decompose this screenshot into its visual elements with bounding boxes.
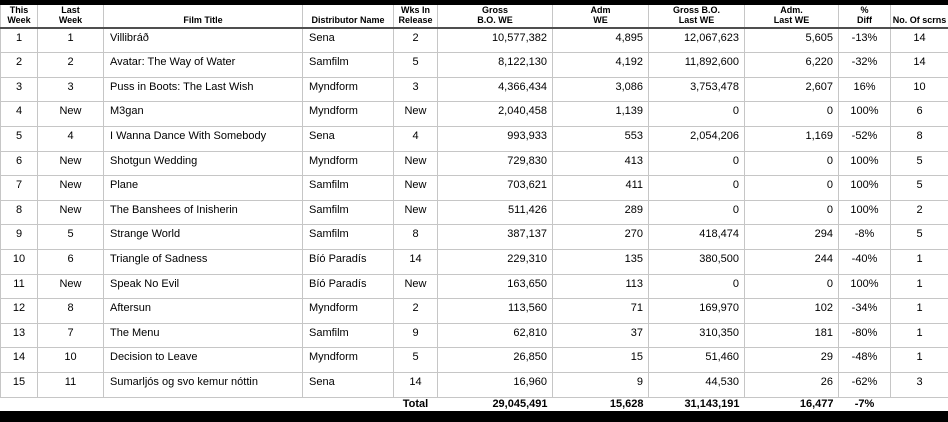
table-body: [1, 28, 948, 397]
cell-last-week: 10: [38, 348, 104, 373]
cell-adm-we: 3,086: [553, 77, 649, 102]
total-adm-last-we: 16,477: [799, 397, 834, 410]
cell-last-week: 4: [38, 127, 104, 152]
cell-last-week: New: [38, 200, 104, 225]
header-label-line: Week: [58, 15, 83, 26]
table-row: [1, 77, 948, 102]
header-row: [1, 5, 948, 28]
cell-adm-last-we: 0: [745, 102, 839, 127]
table-row: [1, 323, 948, 348]
cell-pct-diff: -32%: [839, 53, 891, 78]
cell-gross-bo-last-we: 51,460: [649, 348, 745, 373]
cell-distributor-name: Sena: [303, 28, 394, 53]
total-wks-in-release: Total: [402, 397, 429, 410]
cell-pct-diff: 100%: [839, 200, 891, 225]
cell-this-week: 13: [1, 323, 38, 348]
total-gross-bo-last-we: 31,143,191: [684, 397, 740, 410]
cell-this-week: 6: [1, 151, 38, 176]
cell-film-title: Triangle of Sadness: [104, 250, 303, 275]
cell-distributor-name: Bíó Paradís: [303, 250, 394, 275]
table-row: [1, 274, 948, 299]
header-label-line: B.O. WE: [477, 15, 513, 26]
cell-last-week: New: [38, 176, 104, 201]
col-header-adm-last-we: [745, 5, 839, 28]
cell-this-week: 8: [1, 200, 38, 225]
cell-no-of-scrns: 2: [891, 200, 948, 225]
cell-wks-in-release: 2: [394, 299, 438, 324]
total-last-week: [38, 397, 104, 411]
cell-distributor-name: Myndform: [303, 151, 394, 176]
col-header-film-title: [104, 5, 303, 28]
cell-adm-last-we: 244: [745, 250, 839, 275]
header-label-line: WE: [593, 15, 608, 26]
cell-adm-last-we: 0: [745, 274, 839, 299]
cell-film-title: Strange World: [104, 225, 303, 250]
cell-last-week: 7: [38, 323, 104, 348]
total-this-week: [1, 397, 38, 411]
cell-wks-in-release: 3: [394, 77, 438, 102]
cell-adm-last-we: 0: [745, 200, 839, 225]
cell-distributor-name: Bíó Paradís: [303, 274, 394, 299]
header-label-line: Release: [398, 15, 433, 26]
cell-last-week: 3: [38, 77, 104, 102]
header-label-line: Last WE: [678, 15, 715, 26]
cell-distributor-name: Samfilm: [303, 176, 394, 201]
col-header-no-of-scrns: [891, 5, 948, 28]
cell-pct-diff: -62%: [839, 372, 891, 397]
cell-gross-bo-we: 4,366,434: [438, 77, 553, 102]
cell-adm-we: 37: [553, 323, 649, 348]
cell-gross-bo-we: 62,810: [438, 323, 553, 348]
cell-pct-diff: -80%: [839, 323, 891, 348]
cell-pct-diff: -48%: [839, 348, 891, 373]
cell-adm-we: 1,139: [553, 102, 649, 127]
cell-adm-last-we: 26: [745, 372, 839, 397]
header-label-line: %: [860, 5, 869, 15]
cell-pct-diff: 100%: [839, 176, 891, 201]
cell-film-title: I Wanna Dance With Somebody: [104, 127, 303, 152]
cell-gross-bo-we: 8,122,130: [438, 53, 553, 78]
table-footer: [1, 397, 948, 411]
cell-adm-we: 411: [553, 176, 649, 201]
cell-gross-bo-last-we: 2,054,206: [649, 127, 745, 152]
cell-distributor-name: Samfilm: [303, 225, 394, 250]
cell-distributor-name: Samfilm: [303, 53, 394, 78]
cell-no-of-scrns: 1: [891, 348, 948, 373]
cell-wks-in-release: New: [394, 274, 438, 299]
cell-distributor-name: Myndform: [303, 348, 394, 373]
header-label-line: Distributor Name: [311, 15, 385, 26]
cell-no-of-scrns: 14: [891, 53, 948, 78]
cell-gross-bo-we: 2,040,458: [438, 102, 553, 127]
cell-distributor-name: Myndform: [303, 299, 394, 324]
cell-gross-bo-we: 387,137: [438, 225, 553, 250]
cell-distributor-name: Sena: [303, 127, 394, 152]
cell-wks-in-release: 14: [394, 250, 438, 275]
cell-last-week: 2: [38, 53, 104, 78]
cell-gross-bo-last-we: 169,970: [649, 299, 745, 324]
cell-gross-bo-we: 16,960: [438, 372, 553, 397]
cell-distributor-name: Myndform: [303, 102, 394, 127]
table-row: [1, 200, 948, 225]
cell-film-title: Plane: [104, 176, 303, 201]
cell-pct-diff: 100%: [839, 102, 891, 127]
cell-film-title: Aftersun: [104, 299, 303, 324]
cell-wks-in-release: 14: [394, 372, 438, 397]
header-label-line: No. Of scrns: [892, 15, 947, 26]
cell-this-week: 4: [1, 102, 38, 127]
table-row: [1, 250, 948, 275]
cell-this-week: 10: [1, 250, 38, 275]
cell-pct-diff: -40%: [839, 250, 891, 275]
cell-film-title: Avatar: The Way of Water: [104, 53, 303, 78]
cell-gross-bo-last-we: 0: [649, 200, 745, 225]
cell-gross-bo-last-we: 0: [649, 151, 745, 176]
cell-adm-we: 113: [553, 274, 649, 299]
cell-no-of-scrns: 1: [891, 250, 948, 275]
cell-adm-last-we: 102: [745, 299, 839, 324]
cell-adm-last-we: 0: [745, 176, 839, 201]
cell-adm-last-we: 294: [745, 225, 839, 250]
cell-wks-in-release: 4: [394, 127, 438, 152]
cell-gross-bo-we: 26,850: [438, 348, 553, 373]
cell-adm-last-we: 6,220: [745, 53, 839, 78]
cell-no-of-scrns: 5: [891, 176, 948, 201]
cell-no-of-scrns: 8: [891, 127, 948, 152]
cell-gross-bo-last-we: 3,753,478: [649, 77, 745, 102]
cell-no-of-scrns: 1: [891, 323, 948, 348]
cell-adm-last-we: 2,607: [745, 77, 839, 102]
cell-film-title: Decision to Leave: [104, 348, 303, 373]
cell-last-week: New: [38, 274, 104, 299]
table-row: [1, 53, 948, 78]
cell-gross-bo-last-we: 12,067,623: [649, 28, 745, 53]
cell-adm-we: 289: [553, 200, 649, 225]
cell-distributor-name: Samfilm: [303, 323, 394, 348]
col-header-wks-in-release: [394, 5, 438, 28]
col-header-distributor-name: [303, 5, 394, 28]
cell-this-week: 14: [1, 348, 38, 373]
col-header-gross-bo-last-we: [649, 5, 745, 28]
header-label-line: Gross B.O.: [672, 5, 720, 15]
cell-gross-bo-last-we: 418,474: [649, 225, 745, 250]
cell-no-of-scrns: 5: [891, 151, 948, 176]
cell-wks-in-release: 8: [394, 225, 438, 250]
cell-gross-bo-we: 10,577,382: [438, 28, 553, 53]
cell-wks-in-release: 9: [394, 323, 438, 348]
cell-adm-last-we: 0: [745, 151, 839, 176]
cell-no-of-scrns: 1: [891, 274, 948, 299]
cell-pct-diff: -34%: [839, 299, 891, 324]
cell-gross-bo-we: 511,426: [438, 200, 553, 225]
cell-adm-we: 4,192: [553, 53, 649, 78]
cell-this-week: 9: [1, 225, 38, 250]
cell-adm-we: 15: [553, 348, 649, 373]
cell-this-week: 3: [1, 77, 38, 102]
cell-last-week: 1: [38, 28, 104, 53]
col-header-gross-bo-we: [438, 5, 553, 28]
cell-last-week: 11: [38, 372, 104, 397]
bottom-divider-bar: [0, 411, 948, 422]
header-label-line: Film Title: [183, 15, 223, 26]
cell-wks-in-release: New: [394, 176, 438, 201]
cell-pct-diff: -13%: [839, 28, 891, 53]
cell-no-of-scrns: 1: [891, 299, 948, 324]
cell-no-of-scrns: 10: [891, 77, 948, 102]
table-header: [1, 5, 948, 28]
cell-this-week: 15: [1, 372, 38, 397]
cell-gross-bo-we: 229,310: [438, 250, 553, 275]
total-gross-bo-we: 29,045,491: [492, 397, 548, 410]
cell-no-of-scrns: 6: [891, 102, 948, 127]
cell-distributor-name: Samfilm: [303, 200, 394, 225]
table-row: [1, 225, 948, 250]
cell-last-week: 5: [38, 225, 104, 250]
cell-pct-diff: -8%: [839, 225, 891, 250]
box-office-table: [0, 5, 948, 411]
cell-gross-bo-last-we: 11,892,600: [649, 53, 745, 78]
total-pct-diff: -7%: [854, 397, 875, 410]
cell-last-week: New: [38, 151, 104, 176]
table-row: [1, 176, 948, 201]
header-label-line: This: [9, 5, 29, 15]
cell-gross-bo-we: 113,560: [438, 299, 553, 324]
cell-wks-in-release: 5: [394, 348, 438, 373]
header-label-line: Last WE: [773, 15, 810, 26]
col-header-last-week: [38, 5, 104, 28]
cell-film-title: The Menu: [104, 323, 303, 348]
cell-film-title: Shotgun Wedding: [104, 151, 303, 176]
total-row: [1, 397, 948, 411]
col-header-this-week: [1, 5, 38, 28]
cell-adm-last-we: 1,169: [745, 127, 839, 152]
cell-last-week: 6: [38, 250, 104, 275]
cell-film-title: Villibráð: [104, 28, 303, 53]
table-row: [1, 299, 948, 324]
cell-this-week: 5: [1, 127, 38, 152]
cell-no-of-scrns: 3: [891, 372, 948, 397]
total-adm-we: 15,628: [609, 397, 644, 410]
cell-adm-last-we: 181: [745, 323, 839, 348]
cell-gross-bo-we: 729,830: [438, 151, 553, 176]
col-header-pct-diff: [839, 5, 891, 28]
cell-adm-we: 413: [553, 151, 649, 176]
table-row: [1, 127, 948, 152]
total-film-title: [104, 397, 303, 411]
cell-wks-in-release: New: [394, 200, 438, 225]
col-header-adm-we: [553, 5, 649, 28]
cell-this-week: 2: [1, 53, 38, 78]
cell-gross-bo-last-we: 380,500: [649, 250, 745, 275]
cell-adm-we: 135: [553, 250, 649, 275]
cell-pct-diff: 16%: [839, 77, 891, 102]
cell-adm-we: 9: [553, 372, 649, 397]
cell-this-week: 1: [1, 28, 38, 53]
cell-adm-we: 4,895: [553, 28, 649, 53]
table-row: [1, 348, 948, 373]
cell-film-title: Puss in Boots: The Last Wish: [104, 77, 303, 102]
header-label-line: Diff: [857, 15, 872, 26]
cell-wks-in-release: 5: [394, 53, 438, 78]
cell-adm-we: 71: [553, 299, 649, 324]
total-distributor-name: [303, 397, 394, 411]
cell-gross-bo-last-we: 0: [649, 176, 745, 201]
header-label-line: Week: [7, 15, 31, 26]
cell-distributor-name: Myndform: [303, 77, 394, 102]
cell-film-title: M3gan: [104, 102, 303, 127]
cell-distributor-name: Sena: [303, 372, 394, 397]
cell-adm-last-we: 5,605: [745, 28, 839, 53]
cell-gross-bo-we: 163,650: [438, 274, 553, 299]
cell-this-week: 7: [1, 176, 38, 201]
cell-gross-bo-we: 703,621: [438, 176, 553, 201]
cell-gross-bo-last-we: 310,350: [649, 323, 745, 348]
cell-adm-we: 553: [553, 127, 649, 152]
cell-no-of-scrns: 5: [891, 225, 948, 250]
cell-wks-in-release: 2: [394, 28, 438, 53]
cell-pct-diff: 100%: [839, 274, 891, 299]
cell-wks-in-release: New: [394, 151, 438, 176]
table-row: [1, 102, 948, 127]
cell-last-week: 8: [38, 299, 104, 324]
cell-wks-in-release: New: [394, 102, 438, 127]
cell-gross-bo-last-we: 0: [649, 274, 745, 299]
cell-no-of-scrns: 14: [891, 28, 948, 53]
cell-adm-we: 270: [553, 225, 649, 250]
cell-film-title: Speak No Evil: [104, 274, 303, 299]
header-label-line: Adm: [590, 5, 611, 15]
cell-gross-bo-last-we: 0: [649, 102, 745, 127]
header-label-line: Gross: [481, 5, 508, 15]
cell-this-week: 11: [1, 274, 38, 299]
header-label-line: Wks In: [400, 5, 430, 15]
cell-gross-bo-we: 993,933: [438, 127, 553, 152]
total-no-of-scrns: [891, 397, 948, 411]
cell-pct-diff: -52%: [839, 127, 891, 152]
table-row: [1, 151, 948, 176]
table-row: [1, 28, 948, 53]
cell-last-week: New: [38, 102, 104, 127]
cell-gross-bo-last-we: 44,530: [649, 372, 745, 397]
cell-film-title: The Banshees of Inisherin: [104, 200, 303, 225]
cell-adm-last-we: 29: [745, 348, 839, 373]
cell-pct-diff: 100%: [839, 151, 891, 176]
header-label-line: Last: [61, 5, 80, 15]
cell-this-week: 12: [1, 299, 38, 324]
cell-film-title: Sumarljós og svo kemur nóttin: [104, 372, 303, 397]
header-label-line: Adm.: [780, 5, 803, 15]
table-row: [1, 372, 948, 397]
